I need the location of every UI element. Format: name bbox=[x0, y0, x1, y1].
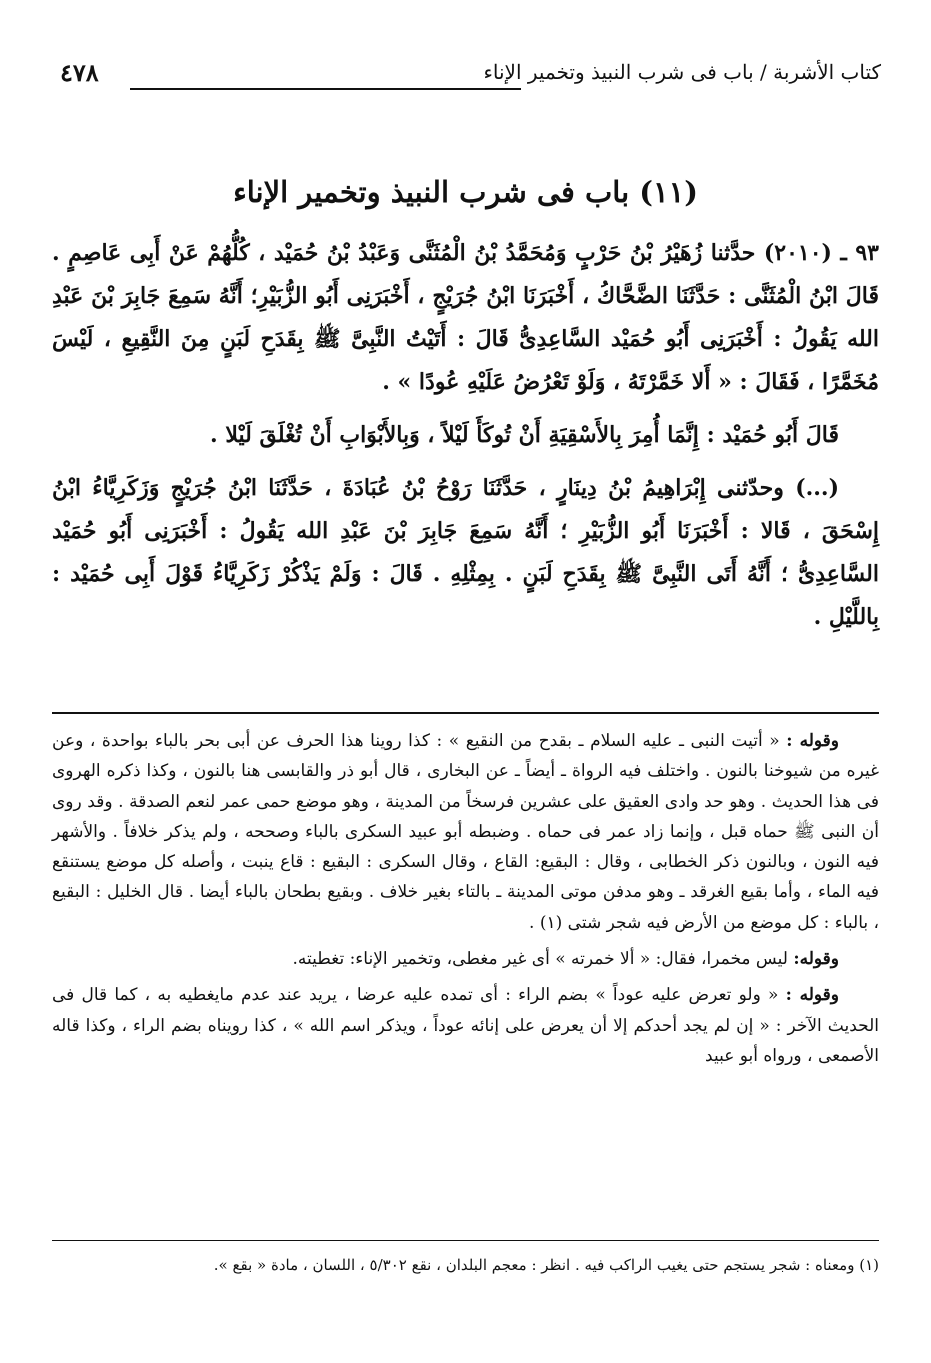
hadith-paragraph-3: (...) وحدّثنى إِبْرَاهِيمُ بْنُ دِينَارٍ ، حَدَّثَنَا رَوْحُ بْنُ عُبَادَةَ ، حَدَّثَنَا ابْنُ جُرَيْجٍ وَزَكَرِيَّاءُ ابْنُ إِسْحَقَ ، قَالا : أَخْبَرَنَا أَبُو الزُّبَيْرِ ؛ أَنَّهُ سَمِعَ جَابِرَ بْنَ عَبْدِ الله يَقُولُ : أَخْبَرَنِى أَبُو حُمَيْد السَّاعِدِىُّ ؛ أَنَّهُ أَتَى النَّبِىَّ ﷺ بِقَدَحِ لَبَنٍ . بِمِثْلِهِ . قَالَ : وَلَمْ يَذْكُرْ زَكَرِيَّاءُ قَوْلَ أَبِى حُمَيْد : بِاللَّيْلِ . bbox=[52, 475, 879, 630]
commentary-text: « أتيت النبى ـ عليه السلام ـ بقدح من النقيع » : كذا روينا هذا الحرف عن أبى بحر بالباء بواحدة ، وعن غيره من شيوخنا بالنون . واختلف فيه الرواة ـ أيضاً ـ عن البخارى ، قال أبو ذر والقابسى هنا بالنون ، وكذا ذكره الهروى فى هذا الحديث . وهو حد وادى العقيق على عشرين فرسخاً من المدينة ، وهو موضع حمى عمر لنعم الصدقة . وقد روى أن النبى ﷺ حماه قبل ، وإنما زاد عمر فى حماه . وضبطه أبو عبيد السكرى بالباء وصححه ، ولم يذكر خلافاً . والأشهر فيه النون ، وبالنون ذكر الخطابى ، وقال : البقيع: القاع ، وقال السكرى : البقيع : قاع ينبت ، وأصله كل موضع يستنقع فيه الماء ، وأما بقيع الغرقد ـ وهو مدفن موتى المدينة ـ بالتاء بغير خلاف . وبقيع بطحان بالباء أيضا . قال الخليل : البقيع ، بالباء : كل موضع من الأرض فيه شجر شتى (١) . bbox=[52, 731, 879, 933]
commentary-lead: وقوله : bbox=[785, 985, 839, 1006]
footnote-separator bbox=[52, 1240, 879, 1241]
commentary-lead: وقوله: bbox=[793, 949, 839, 970]
page-number: ٤٧٨ bbox=[60, 58, 99, 87]
hadith-paragraph-2: قَالَ أَبُو حُمَيْد : إِنَّمَا أُمِرَ بِالأَسْقِيَةِ أَنْ تُوكَأَ لَيْلاً ، وَبِالأَبْوَابِ أَنْ تُغْلَقَ لَيْلا . bbox=[210, 422, 839, 448]
commentary-lead: وقوله : bbox=[786, 731, 839, 751]
commentary-text: « ولو تعرض عليه عوداً » بضم الراء : أى تمده عليه عرضا ، يريد عند عدم مايغطيه به ، كما قال فى الحديث الآخر : « إن لم يجد أحدكم إلا أن يعرض على إنائه عوداً ، ويذكر اسم الله » ، كذا رويناه بضم الراء ، وكذا قاله الأصمعى ، ورواه أبو عبيد bbox=[52, 985, 880, 1066]
running-title: كتاب الأشربة / باب فى شرب النبيذ وتخمير الإناء bbox=[483, 60, 881, 84]
commentary bbox=[52, 726, 879, 1071]
commentary-paragraph-2 bbox=[52, 944, 879, 974]
commentary-paragraph-3 bbox=[52, 980, 879, 1071]
chapter-title: (١١) باب فى شرب النبيذ وتخمير الإناء bbox=[233, 175, 698, 209]
commentary-text: ليس مخمرا، فقال: « ألا خمرته » أى غير مغطى، وتخمير الإناء: تغطيته. bbox=[292, 949, 794, 970]
commentary-separator bbox=[52, 712, 879, 714]
hadith-text bbox=[52, 232, 879, 639]
commentary-paragraph-1 bbox=[52, 726, 879, 938]
footnote bbox=[52, 1250, 879, 1280]
header-rule bbox=[130, 88, 521, 90]
running-head bbox=[60, 58, 881, 98]
footnote-text: (١) ومعناه : شجر يستجم حتى يغيب الراكب فيه . انظر : معجم البلدان ، نقع ٥/٣٠٢ ، اللسان ، مادة « بقع ». bbox=[213, 1256, 879, 1274]
hadith-paragraph-1: ٩٣ ـ (٢٠١٠) حدَّثنا زُهَيْرُ بْنُ حَرْبٍ وَمُحَمَّدُ بْنُ الْمُثَنَّى وَعَبْدُ بْنُ حُمَيْد ، كُلُّهُمْ عَنْ أَبِى عَاصِمٍ . قَالَ ابْنُ الْمُثَنَّى : حَدَّثَنَا الضَّحَّاكُ ، أَخْبَرَنَا ابْنُ جُرَيْجٍ ، أَخْبَرَنِى أَبُو الزُّبَيْرِ؛ أَنَّهُ سَمِعَ جَابِرَ بْنَ عَبْدِ الله يَقُولُ : أَخْبَرَنِى أَبُو حُمَيْد السَّاعِدِىُّ قَالَ : أَتَيْتُ النَّبِىَّ ﷺ بِقَدَحِ لَبَنٍ مِنَ النَّقِيعِ ، لَيْسَ مُخَمَّرًا ، فَقَالَ : « أَلا خَمَّرْتَهُ ، وَلَوْ تَعْرُضُ عَلَيْهِ عُودًا » . bbox=[52, 240, 879, 395]
